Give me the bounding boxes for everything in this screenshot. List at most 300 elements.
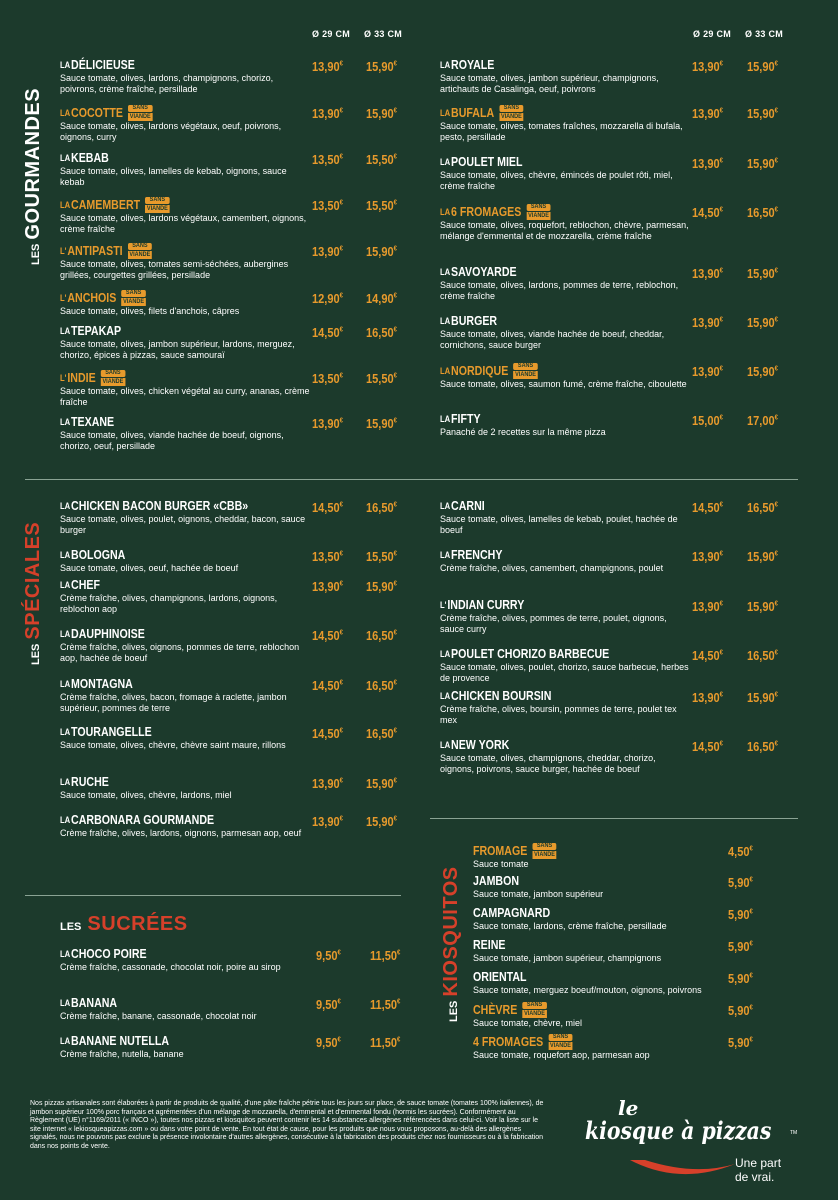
item-description: Crème fraîche, olives, champignons, lardons, oignons, reblochon aop — [60, 593, 278, 614]
menu-item — [440, 155, 690, 192]
item-description: Sauce tomate, olives, lardons, champignons, chorizo, poivrons, crème fraîche, persillade — [60, 73, 274, 94]
size-header-33-right: Ø 33 CM — [745, 29, 784, 39]
price-single: 5,90€ — [728, 1035, 753, 1050]
badge-viande: VIANDE — [102, 377, 124, 385]
item-title: INDIAN CURRY — [447, 598, 525, 612]
badge-sans: SANS — [513, 363, 537, 370]
item-article: L' — [60, 245, 67, 256]
item-article: LA — [60, 998, 71, 1008]
price-33cm: 16,50€ — [366, 325, 397, 340]
item-name — [60, 370, 273, 386]
badge-sans: SANS — [121, 290, 145, 297]
price-33cm: 15,90€ — [747, 599, 778, 614]
price-29cm: 13,90€ — [692, 59, 723, 74]
badge-viande: VIANDE — [524, 1009, 545, 1017]
menu-item — [473, 970, 733, 996]
item-name — [440, 314, 653, 329]
menu-item — [60, 677, 310, 714]
item-name — [440, 548, 653, 563]
item-title: REINE — [473, 938, 506, 952]
section-les: LES — [30, 243, 42, 265]
item-title: CHÈVRE — [473, 1002, 518, 1017]
price-33cm: 15,90€ — [747, 266, 778, 281]
item-name — [60, 578, 273, 593]
item-title: ANCHOIS — [67, 290, 117, 305]
item-name — [440, 204, 653, 220]
item-title: ORIENTAL — [473, 970, 527, 984]
item-title: BANANE NUTELLA — [71, 1034, 170, 1048]
item-description: Sauce tomate, olives, tomates semi-séchées, aubergines grillées, courgettes grillées, persillade — [60, 259, 289, 280]
menu-item — [473, 843, 733, 870]
price-33cm: 15,90€ — [366, 814, 397, 829]
item-title: POULET CHORIZO BARBECUE — [451, 647, 610, 661]
item-description: Sauce tomate, olives, lardons, pommes de terre, reblochon, crème fraîche — [440, 280, 679, 301]
item-name — [440, 155, 653, 170]
menu-item — [60, 415, 310, 452]
price-33cm: 15,90€ — [747, 156, 778, 171]
section-heading: GOURMANDES — [22, 87, 44, 240]
item-article: LA — [440, 501, 451, 511]
price-29cm: 9,50€ — [316, 948, 341, 963]
item-name — [473, 906, 694, 921]
badge-sans: SANS — [101, 370, 125, 377]
item-name — [473, 1034, 694, 1050]
price-29cm: 13,50€ — [312, 152, 343, 167]
menu-item — [440, 314, 690, 351]
menu-item — [440, 204, 690, 242]
price-33cm: 15,90€ — [366, 106, 397, 121]
menu-item — [440, 105, 690, 143]
price-29cm: 13,90€ — [692, 549, 723, 564]
item-name — [440, 598, 653, 613]
price-29cm: 14,50€ — [692, 500, 723, 515]
menu-item — [440, 598, 690, 635]
price-29cm: 14,50€ — [692, 648, 723, 663]
menu-item — [440, 689, 690, 726]
item-description: Sauce tomate, olives, oeuf, hachée de boeuf — [60, 563, 239, 573]
item-title: CHEF — [71, 578, 100, 592]
section-heading: KIOSQUITOS — [440, 866, 462, 997]
price-single: 5,90€ — [728, 875, 753, 890]
item-description: Sauce tomate, merguez boeuf/mouton, oignons, poivrons — [473, 985, 702, 995]
price-29cm: 14,50€ — [312, 628, 343, 643]
price-33cm: 16,50€ — [366, 500, 397, 515]
item-title: CHICKEN BACON BURGER «CBB» — [71, 499, 249, 513]
item-title: 6 FROMAGES — [451, 204, 522, 219]
logo-name: kiosque à pizzas — [585, 1116, 772, 1145]
item-name — [60, 151, 273, 166]
price-single: 5,90€ — [728, 939, 753, 954]
item-title: RUCHE — [71, 775, 109, 789]
item-title: ANTIPASTI — [67, 243, 123, 258]
price-29cm: 13,90€ — [312, 244, 343, 259]
item-title: CHICKEN BOURSIN — [451, 689, 552, 703]
item-article: LA — [60, 199, 71, 210]
item-title: BOLOGNA — [71, 548, 126, 562]
item-name — [440, 363, 653, 379]
item-name — [60, 58, 273, 73]
price-33cm: 15,90€ — [366, 59, 397, 74]
menu-item — [440, 499, 690, 536]
badge-sans: SANS — [145, 197, 169, 204]
price-29cm: 12,90€ — [312, 291, 343, 306]
badge-sans: SANS — [548, 1034, 572, 1041]
price-33cm: 15,90€ — [747, 315, 778, 330]
divider-left-sucrees — [25, 895, 401, 896]
item-title: POULET MIEL — [451, 155, 523, 169]
price-33cm: 15,50€ — [366, 152, 397, 167]
item-description: Sauce tomate, olives, lamelles de kebab, oignons, sauce kebab — [60, 166, 287, 187]
sans-viande-badge — [128, 243, 152, 259]
item-article: LA — [60, 727, 71, 737]
item-description: Sauce tomate, olives, jambon supérieur, lardons, merguez, chorizo, épices à pizzas, sauce samouraï — [60, 339, 295, 360]
item-description: Sauce tomate, olives, chicken végétal au curry, ananas, crème fraîche — [60, 386, 310, 407]
price-33cm: 17,00€ — [747, 413, 778, 428]
item-article: L' — [60, 292, 67, 303]
item-description: Sauce tomate — [473, 859, 529, 869]
sans-viande-badge — [128, 105, 152, 121]
menu-item — [60, 243, 310, 281]
badge-viande: VIANDE — [123, 297, 145, 305]
item-description: Sauce tomate, roquefort aop, parmesan aop — [473, 1050, 650, 1060]
price-29cm: 14,50€ — [312, 500, 343, 515]
badge-viande: VIANDE — [515, 370, 536, 378]
item-name — [60, 243, 273, 259]
item-article: LA — [440, 691, 451, 701]
price-single: 5,90€ — [728, 907, 753, 922]
price-33cm: 16,50€ — [747, 739, 778, 754]
section-heading: SPÉCIALES — [22, 521, 44, 640]
menu-item — [60, 775, 310, 801]
menu-item — [60, 548, 310, 574]
item-article: L' — [60, 372, 67, 383]
item-name — [60, 996, 256, 1011]
item-description: Sauce tomate, chèvre, miel — [473, 1018, 583, 1028]
item-article: LA — [60, 550, 71, 560]
item-name — [473, 938, 694, 953]
menu-item — [60, 947, 290, 973]
item-description: Sauce tomate, olives, filets d'anchois, câpres — [60, 306, 240, 316]
item-article: LA — [60, 1036, 71, 1046]
item-article: LA — [440, 316, 451, 326]
item-name — [60, 1034, 256, 1049]
item-title: JAMBON — [473, 874, 520, 888]
item-article: LA — [440, 740, 451, 750]
item-description: Sauce tomate, olives, viande hachée de boeuf, oignons, chorizo, oeuf, persillade — [60, 430, 284, 451]
price-29cm: 9,50€ — [316, 997, 341, 1012]
item-name — [440, 738, 653, 753]
price-33cm: 15,90€ — [366, 776, 397, 791]
menu-item — [440, 363, 690, 390]
badge-viande: VIANDE — [146, 204, 168, 212]
price-29cm: 14,50€ — [692, 739, 723, 754]
item-title: SAVOYARDE — [451, 265, 517, 279]
price-29cm: 13,90€ — [692, 106, 723, 121]
section-heading: SUCRÉES — [87, 913, 188, 935]
item-name — [60, 947, 256, 962]
badge-sans: SANS — [526, 204, 550, 211]
menu-item — [440, 548, 690, 574]
price-33cm: 16,50€ — [366, 726, 397, 741]
price-33cm: 15,90€ — [747, 364, 778, 379]
item-description: Sauce tomate, jambon supérieur, champignons — [473, 953, 662, 963]
sans-viande-badge — [522, 1002, 546, 1018]
item-article: LA — [60, 777, 71, 787]
size-header-33-left: Ø 33 CM — [364, 29, 403, 39]
section-title-gourmandes — [22, 88, 45, 265]
price-33cm: 16,50€ — [366, 678, 397, 693]
item-title: NEW YORK — [451, 738, 510, 752]
menu-item — [440, 412, 690, 438]
size-header-29-left: Ø 29 CM — [312, 29, 351, 39]
price-33cm: 15,90€ — [747, 106, 778, 121]
price-29cm: 13,50€ — [312, 371, 343, 386]
menu-item — [473, 1002, 733, 1029]
section-les: LES — [30, 643, 42, 665]
item-article: LA — [440, 206, 451, 217]
badge-sans: SANS — [522, 1002, 546, 1009]
price-29cm: 13,90€ — [692, 364, 723, 379]
price-29cm: 14,50€ — [692, 205, 723, 220]
price-29cm: 13,90€ — [312, 579, 343, 594]
item-article: LA — [60, 501, 71, 511]
price-29cm: 13,90€ — [312, 814, 343, 829]
item-description: Crème fraîche, olives, oignons, pommes de terre, reblochon aop, hachée de boeuf — [60, 642, 300, 663]
price-33cm: 15,50€ — [366, 549, 397, 564]
price-29cm: 14,50€ — [312, 678, 343, 693]
price-29cm: 13,90€ — [692, 599, 723, 614]
menu-item — [60, 813, 310, 839]
price-33cm: 16,50€ — [747, 648, 778, 663]
sans-viande-badge — [526, 204, 550, 220]
item-title: KEBAB — [71, 151, 109, 165]
price-33cm: 14,90€ — [366, 291, 397, 306]
badge-sans: SANS — [128, 105, 152, 112]
item-title: DÉLICIEUSE — [71, 58, 135, 72]
price-33cm: 11,50€ — [370, 1035, 401, 1050]
item-name — [440, 105, 653, 121]
item-title: BANANA — [71, 996, 118, 1010]
menu-item — [60, 370, 310, 408]
item-title: CAMEMBERT — [71, 197, 141, 212]
item-title: CARNI — [451, 499, 485, 513]
price-29cm: 13,90€ — [692, 156, 723, 171]
item-name — [60, 197, 273, 213]
item-name — [440, 647, 653, 662]
item-name — [60, 627, 273, 642]
item-description: Crème fraîche, banane, cassonade, chocolat noir — [60, 1011, 257, 1021]
price-29cm: 13,90€ — [312, 59, 343, 74]
item-description: Sauce tomate, olives, chèvre, chèvre saint maure, rillons — [60, 740, 286, 750]
item-article: LA — [60, 580, 71, 590]
item-article: LA — [440, 157, 451, 167]
item-title: CHOCO POIRE — [71, 947, 147, 961]
item-article: LA — [60, 153, 71, 163]
item-description: Crème fraîche, olives, boursin, pommes de terre, poulet tex mex — [440, 704, 677, 725]
item-title: INDIE — [67, 370, 96, 385]
item-article: LA — [60, 326, 71, 336]
item-description: Sauce tomate, olives, lardons végétaux, oeuf, poivrons, oignons, curry — [60, 121, 282, 142]
item-description: Crème fraîche, nutella, banane — [60, 1049, 184, 1059]
item-title: CARBONARA GOURMANDE — [71, 813, 215, 827]
price-single: 4,50€ — [728, 844, 753, 859]
menu-item — [60, 290, 310, 317]
price-29cm: 13,90€ — [692, 315, 723, 330]
menu-item — [440, 265, 690, 302]
item-article: LA — [60, 107, 71, 118]
badge-viande: VIANDE — [528, 211, 549, 219]
item-article: LA — [60, 815, 71, 825]
price-33cm: 15,50€ — [366, 371, 397, 386]
item-article: LA — [60, 679, 71, 689]
item-description: Crème fraîche, olives, pommes de terre, poulet, oignons, sauce curry — [440, 613, 667, 634]
menu-item — [473, 1034, 733, 1061]
item-title: BUFALA — [451, 105, 495, 120]
item-article: LA — [440, 107, 451, 118]
menu-item — [60, 58, 310, 95]
price-29cm: 14,50€ — [312, 325, 343, 340]
item-name — [473, 970, 694, 985]
item-description: Crème fraîche, olives, bacon, fromage à raclette, jambon supérieur, pommes de terre — [60, 692, 287, 713]
section-les: LES — [60, 921, 82, 933]
item-description: Crème fraîche, olives, lardons, oignons, parmesan aop, oeuf — [60, 828, 302, 838]
item-description: Crème fraîche, cassonade, chocolat noir, poire au sirop — [60, 962, 281, 972]
price-29cm: 15,00€ — [692, 413, 723, 428]
item-title: ROYALE — [451, 58, 495, 72]
price-29cm: 13,90€ — [312, 776, 343, 791]
item-name — [60, 324, 273, 339]
sans-viande-badge — [121, 290, 145, 306]
price-33cm: 11,50€ — [370, 997, 401, 1012]
item-article: LA — [440, 550, 451, 560]
badge-sans: SANS — [532, 843, 556, 850]
sans-viande-badge — [499, 105, 523, 121]
menu-item — [440, 58, 690, 95]
item-title: BURGER — [451, 314, 498, 328]
price-33cm: 16,50€ — [366, 628, 397, 643]
badge-viande: VIANDE — [129, 112, 151, 120]
logo-le: le — [618, 1096, 639, 1120]
item-title: NORDIQUE — [451, 363, 509, 378]
section-title-speciales — [22, 522, 45, 665]
section-title-kiosquitos — [440, 866, 463, 1022]
item-name — [473, 874, 694, 889]
price-29cm: 13,50€ — [312, 198, 343, 213]
badge-viande: VIANDE — [500, 112, 522, 120]
price-33cm: 15,90€ — [747, 690, 778, 705]
item-name — [440, 412, 653, 427]
item-name — [440, 265, 653, 280]
item-description: Sauce tomate, olives, tomates fraîches, mozzarella di bufala, pesto, persillade — [440, 121, 683, 142]
item-article: LA — [60, 949, 71, 959]
price-29cm: 13,90€ — [312, 106, 343, 121]
section-les: LES — [448, 1000, 460, 1022]
badge-viande: VIANDE — [550, 1041, 571, 1049]
item-title: TOURANGELLE — [71, 725, 152, 739]
logo-tagline-2: de vrai. — [735, 1170, 775, 1184]
badge-sans: SANS — [128, 243, 152, 250]
price-33cm: 16,50€ — [747, 205, 778, 220]
badge-viande: VIANDE — [129, 250, 151, 258]
price-33cm: 15,90€ — [366, 244, 397, 259]
item-article: LA — [60, 417, 71, 427]
price-29cm: 13,50€ — [312, 549, 343, 564]
item-description: Sauce tomate, olives, lardons végétaux, camembert, oignons, crème fraîche — [60, 213, 307, 234]
item-description: Sauce tomate, olives, viande hachée de boeuf, cheddar, cornichons, sauce burger — [440, 329, 665, 350]
badge-viande: VIANDE — [534, 850, 555, 858]
divider-top — [25, 479, 798, 480]
item-title: FRENCHY — [451, 548, 503, 562]
item-article: LA — [60, 629, 71, 639]
item-article: L' — [440, 600, 447, 610]
sans-viande-badge — [532, 843, 556, 859]
item-article: LA — [440, 414, 451, 424]
menu-item — [60, 324, 310, 361]
item-title: MONTAGNA — [71, 677, 133, 691]
item-description: Sauce tomate, olives, chèvre, lardons, miel — [60, 790, 232, 800]
price-single: 5,90€ — [728, 971, 753, 986]
menu-item — [60, 627, 310, 664]
menu-item — [60, 151, 310, 188]
item-description: Crème fraîche, olives, camembert, champignons, poulet — [440, 563, 664, 573]
price-29cm: 14,50€ — [312, 726, 343, 741]
item-description: Sauce tomate, olives, poulet, chorizo, sauce barbecue, herbes de provence — [440, 662, 689, 683]
item-description: Sauce tomate, olives, poulet, oignons, cheddar, bacon, sauce burger — [60, 514, 306, 535]
price-33cm: 15,90€ — [747, 549, 778, 564]
item-name — [440, 58, 653, 73]
price-33cm: 16,50€ — [747, 500, 778, 515]
kiosque-logo — [585, 1098, 800, 1188]
section-title-sucrees — [60, 913, 188, 936]
sans-viande-badge — [548, 1034, 572, 1050]
sans-viande-badge — [101, 370, 125, 386]
item-description: Sauce tomate, olives, champignons, cheddar, chorizo, oignons, poivrons, sauce burger, hachée de boeuf — [440, 753, 656, 774]
price-33cm: 11,50€ — [370, 948, 401, 963]
price-33cm: 15,90€ — [366, 416, 397, 431]
item-article: LA — [440, 267, 451, 277]
price-33cm: 15,90€ — [366, 579, 397, 594]
menu-item — [60, 105, 310, 143]
menu-item — [473, 906, 733, 932]
item-title: FIFTY — [451, 412, 481, 426]
menu-item — [60, 578, 310, 615]
item-name — [60, 290, 273, 306]
item-name — [60, 775, 273, 790]
item-description: Sauce tomate, olives, roquefort, reblochon, chèvre, parmesan, mélange d'emmental et de mozzarella, crème fraîche — [440, 220, 689, 241]
menu-item — [473, 938, 733, 964]
menu-item — [60, 197, 310, 235]
item-name — [440, 499, 653, 514]
menu-item — [60, 499, 310, 536]
item-name — [60, 499, 273, 514]
price-29cm: 13,90€ — [312, 416, 343, 431]
menu-item — [60, 1034, 290, 1060]
sans-viande-badge — [513, 363, 537, 379]
price-29cm: 13,90€ — [692, 266, 723, 281]
price-29cm: 9,50€ — [316, 1035, 341, 1050]
item-description: Sauce tomate, olives, chèvre, émincés de poulet rôti, miel, crème fraîche — [440, 170, 673, 191]
item-article: LA — [440, 60, 451, 70]
item-description: Sauce tomate, olives, saumon fumé, crème fraîche, ciboulette — [440, 379, 687, 389]
item-name — [473, 843, 694, 859]
menu-item — [60, 725, 310, 751]
item-article: LA — [60, 60, 71, 70]
item-title: FROMAGE — [473, 843, 528, 858]
menu-item — [440, 647, 690, 684]
price-single: 5,90€ — [728, 1003, 753, 1018]
item-description: Sauce tomate, olives, lamelles de kebab, poulet, hachée de boeuf — [440, 514, 678, 535]
item-name — [60, 677, 273, 692]
